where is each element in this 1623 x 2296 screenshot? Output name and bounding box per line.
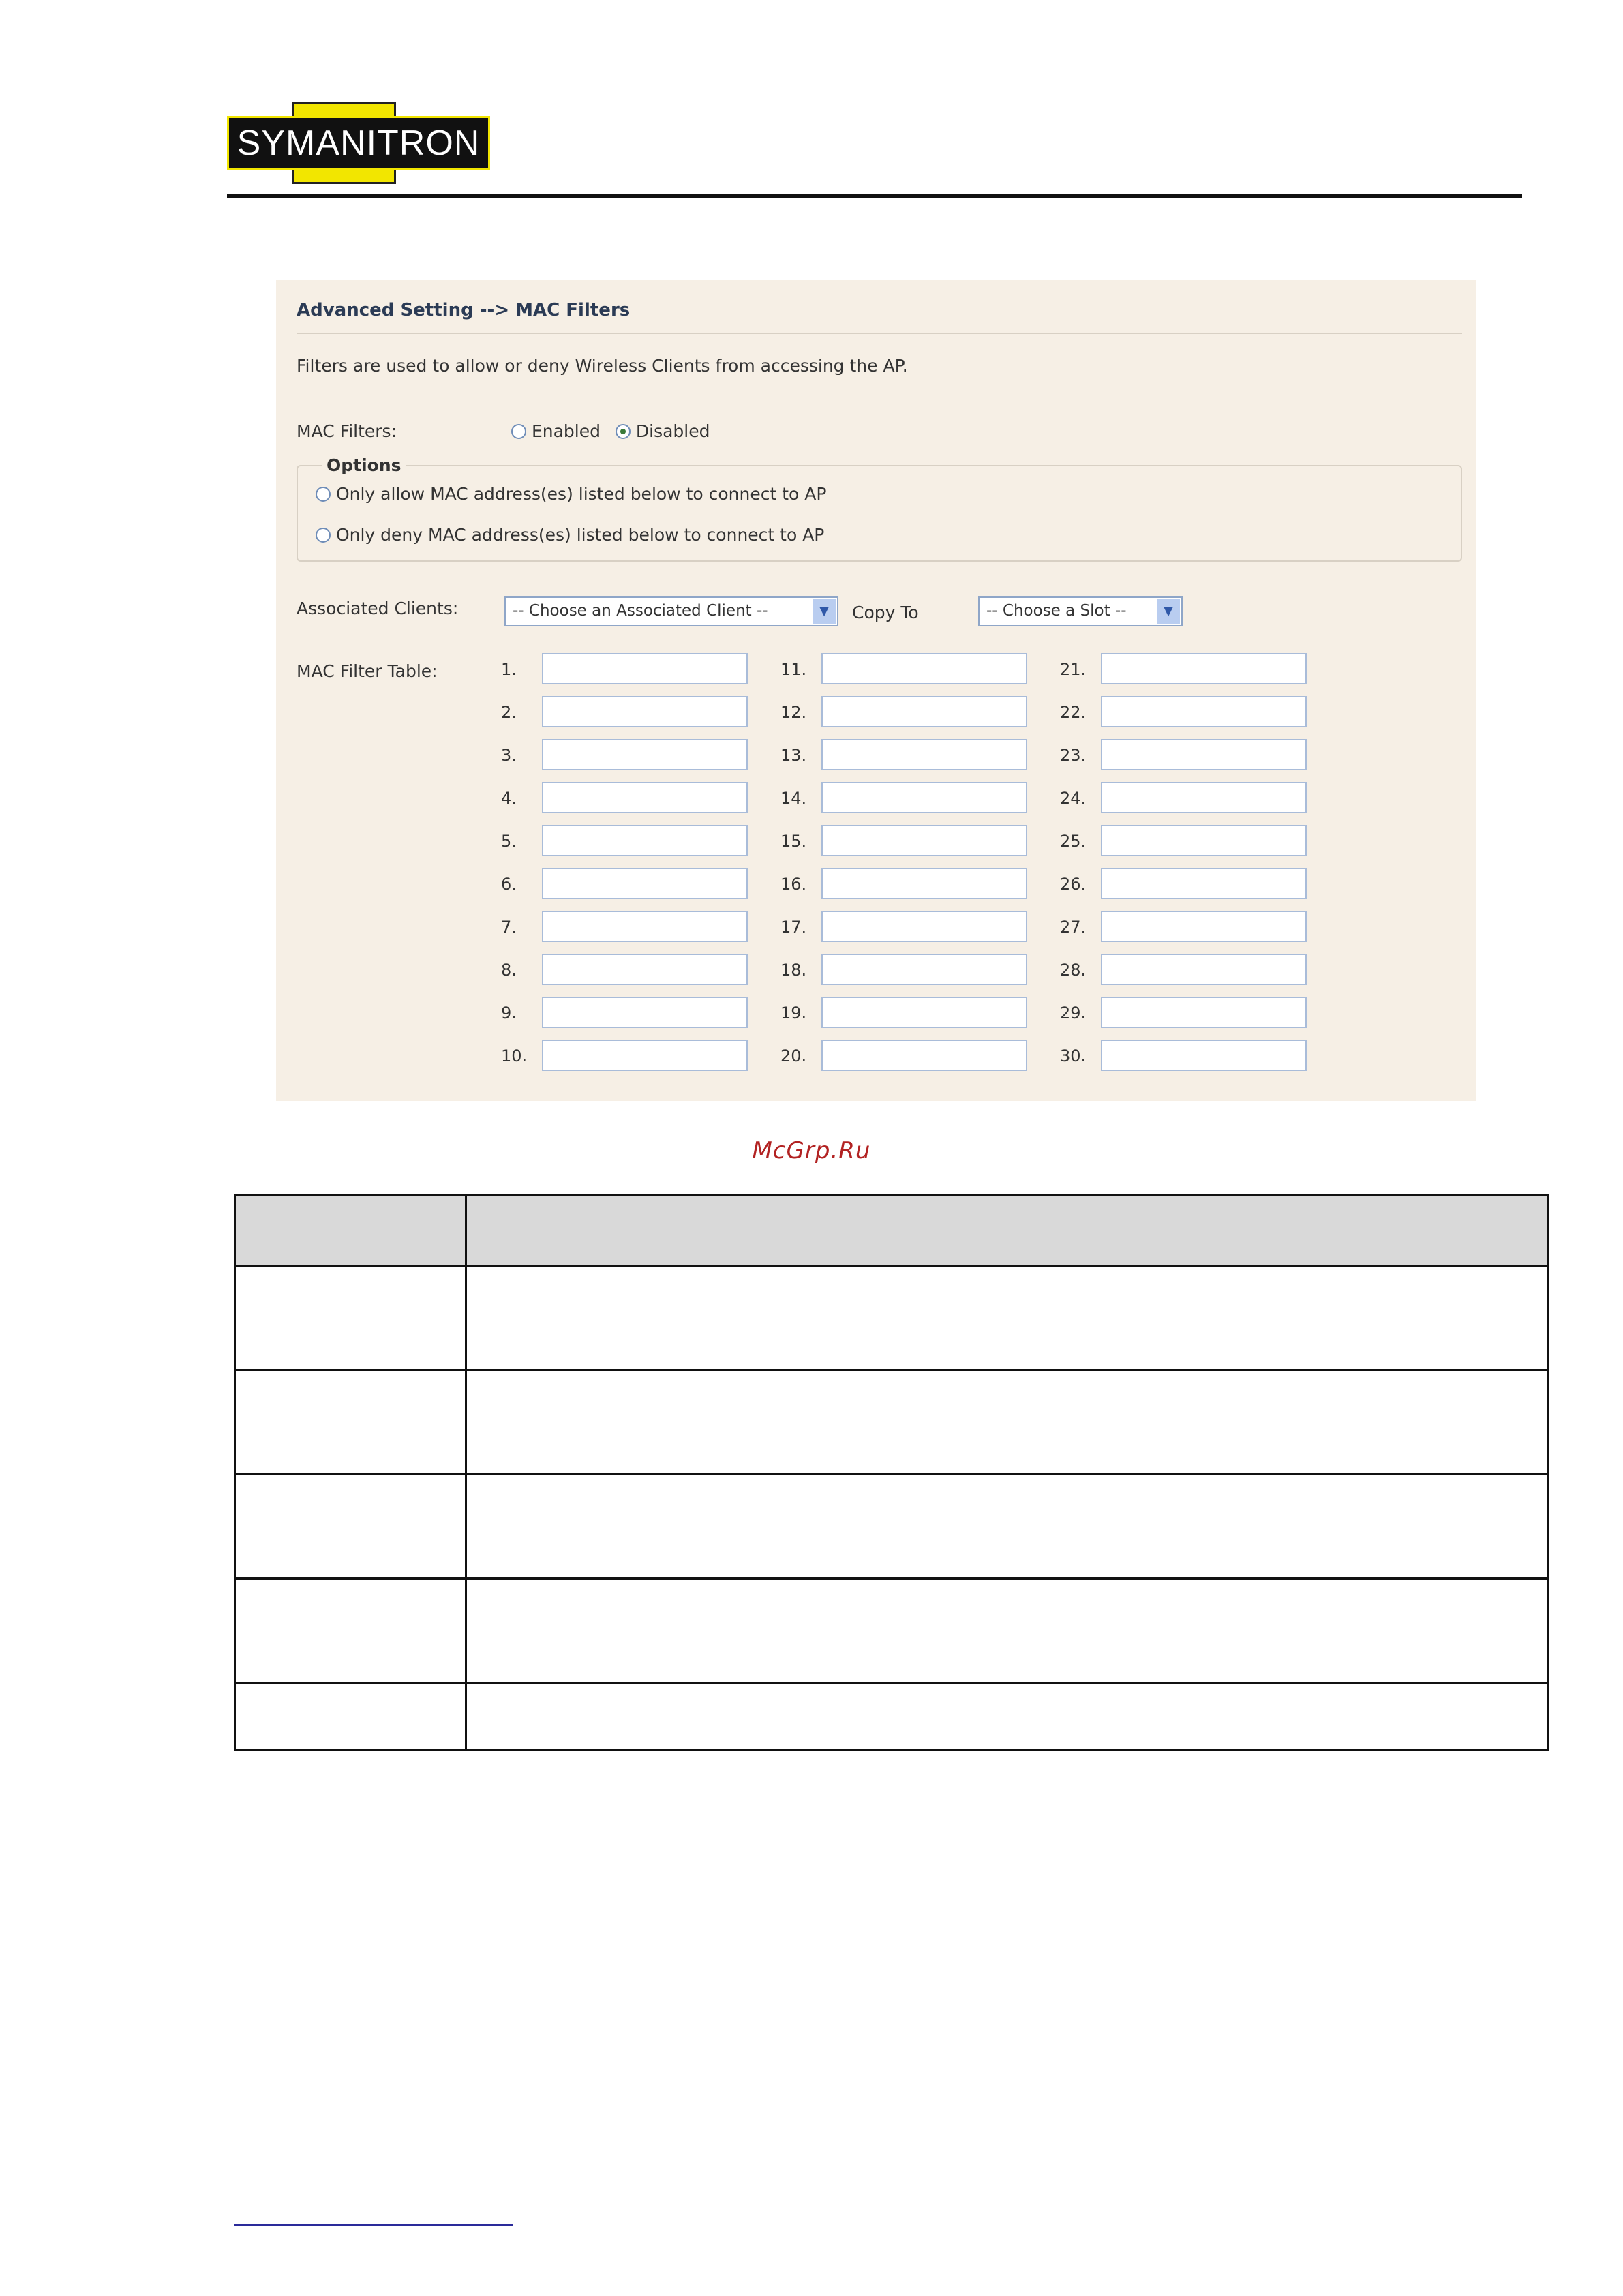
slot-number: 26. <box>1060 875 1087 894</box>
slot-number: 21. <box>1060 660 1087 679</box>
slot-number: 20. <box>780 1046 807 1066</box>
slot-number: 5. <box>501 832 517 851</box>
option-allow-radio[interactable] <box>316 487 331 502</box>
slot-number: 14. <box>780 789 807 808</box>
slot-number: 13. <box>780 746 807 765</box>
mac-address-input[interactable] <box>821 1040 1027 1071</box>
mac-address-input[interactable] <box>542 1040 748 1071</box>
options-fieldset <box>297 465 1462 562</box>
logo-text: SYMANITRON <box>237 123 481 163</box>
mac-address-input[interactable] <box>821 868 1027 899</box>
slot-number: 4. <box>501 789 517 808</box>
table-row <box>235 1579 1549 1683</box>
mac-filter-table-label: MAC Filter Table: <box>297 661 438 681</box>
mac-address-input[interactable] <box>821 911 1027 942</box>
slot-number: 9. <box>501 1003 517 1023</box>
table-row <box>235 1683 1549 1750</box>
mac-address-input[interactable] <box>821 696 1027 727</box>
logo-black-bar <box>227 116 490 170</box>
mac-address-input[interactable] <box>1101 782 1307 813</box>
mac-address-input[interactable] <box>542 653 748 684</box>
slot-number: 15. <box>780 832 807 851</box>
slot-number: 28. <box>1060 961 1087 980</box>
slot-number: 3. <box>501 746 517 765</box>
watermark: McGrp.Ru <box>752 1137 871 1164</box>
associated-client-select-value: -- Choose an Associated Client -- <box>513 602 768 620</box>
slot-number: 6. <box>501 875 517 894</box>
table-header-cell <box>466 1196 1549 1266</box>
table-cell <box>235 1266 466 1370</box>
associated-clients-label: Associated Clients: <box>297 599 459 618</box>
slot-number: 1. <box>501 660 517 679</box>
table-cell <box>466 1579 1549 1683</box>
table-row <box>235 1266 1549 1370</box>
mac-address-input[interactable] <box>1101 739 1307 770</box>
mac-address-input[interactable] <box>1101 1040 1307 1071</box>
mac-address-input[interactable] <box>1101 911 1307 942</box>
slot-number: 19. <box>780 1003 807 1023</box>
associated-client-select[interactable] <box>504 596 838 626</box>
table-header-cell <box>235 1196 466 1266</box>
slot-number: 27. <box>1060 918 1087 937</box>
page-title: Advanced Setting --> MAC Filters <box>297 300 631 320</box>
mac-address-input[interactable] <box>1101 954 1307 985</box>
slot-number: 2. <box>501 703 517 722</box>
slot-number: 11. <box>780 660 807 679</box>
slot-number: 12. <box>780 703 807 722</box>
slot-select-value: -- Choose a Slot -- <box>986 602 1127 620</box>
chevron-down-icon: ▼ <box>1157 599 1180 624</box>
mac-address-input[interactable] <box>1101 653 1307 684</box>
mac-address-input[interactable] <box>542 868 748 899</box>
slot-number: 10. <box>501 1046 528 1066</box>
mac-address-input[interactable] <box>1101 696 1307 727</box>
chevron-down-icon: ▼ <box>813 599 836 624</box>
symanitron-logo <box>227 102 490 184</box>
option-deny-label: Only deny MAC address(es) listed below to connect to AP <box>335 525 825 545</box>
mac-address-input[interactable] <box>1101 825 1307 856</box>
mac-address-input[interactable] <box>1101 997 1307 1028</box>
mac-address-input[interactable] <box>542 739 748 770</box>
slot-number: 24. <box>1060 789 1087 808</box>
mac-address-input[interactable] <box>542 696 748 727</box>
page-description: Filters are used to allow or deny Wireless Clients from accessing the AP. <box>297 356 908 376</box>
mac-address-input[interactable] <box>542 997 748 1028</box>
disabled-label: Disabled <box>635 421 710 441</box>
options-legend: Options <box>322 455 406 475</box>
option-allow-row <box>316 484 826 504</box>
slot-number: 16. <box>780 875 807 894</box>
mac-address-input[interactable] <box>821 997 1027 1028</box>
table-cell <box>466 1266 1549 1370</box>
table-cell <box>466 1370 1549 1475</box>
mac-address-input[interactable] <box>542 911 748 942</box>
option-deny-radio[interactable] <box>316 528 331 543</box>
option-deny-row <box>316 525 824 545</box>
option-allow-label: Only allow MAC address(es) listed below to connect to AP <box>335 484 827 504</box>
table-cell <box>235 1683 466 1750</box>
slot-number: 17. <box>780 918 807 937</box>
slot-number: 22. <box>1060 703 1087 722</box>
title-divider <box>297 333 1462 334</box>
table-cell <box>466 1475 1549 1579</box>
mac-address-input[interactable] <box>821 954 1027 985</box>
table-header-row <box>235 1196 1549 1266</box>
mac-filters-radio-group <box>511 421 710 441</box>
mac-address-input[interactable] <box>542 954 748 985</box>
mac-filters-label: MAC Filters: <box>297 421 397 441</box>
mac-address-input[interactable] <box>821 739 1027 770</box>
mac-address-input[interactable] <box>542 782 748 813</box>
slot-number: 30. <box>1060 1046 1087 1066</box>
table-row <box>235 1475 1549 1579</box>
mac-address-input[interactable] <box>821 653 1027 684</box>
slot-number: 8. <box>501 961 517 980</box>
slot-select[interactable] <box>978 596 1183 626</box>
slot-number: 29. <box>1060 1003 1087 1023</box>
mac-address-input[interactable] <box>1101 868 1307 899</box>
mac-address-input[interactable] <box>821 782 1027 813</box>
copy-to-label: Copy To <box>852 603 919 622</box>
description-table <box>234 1194 1549 1751</box>
slot-number: 18. <box>780 961 807 980</box>
enabled-label: Enabled <box>531 421 601 441</box>
table-cell <box>235 1579 466 1683</box>
header-divider <box>227 194 1522 198</box>
table-row <box>235 1370 1549 1475</box>
mac-filters-screenshot <box>276 280 1476 1101</box>
mac-address-input[interactable] <box>821 825 1027 856</box>
footer-link-underline[interactable] <box>234 2224 513 2226</box>
enabled-radio[interactable] <box>511 424 526 439</box>
disabled-radio[interactable] <box>616 424 631 439</box>
table-cell <box>466 1683 1549 1750</box>
slot-number: 25. <box>1060 832 1087 851</box>
table-cell <box>235 1475 466 1579</box>
slot-number: 7. <box>501 918 517 937</box>
mac-address-input[interactable] <box>542 825 748 856</box>
slot-number: 23. <box>1060 746 1087 765</box>
table-cell <box>235 1370 466 1475</box>
